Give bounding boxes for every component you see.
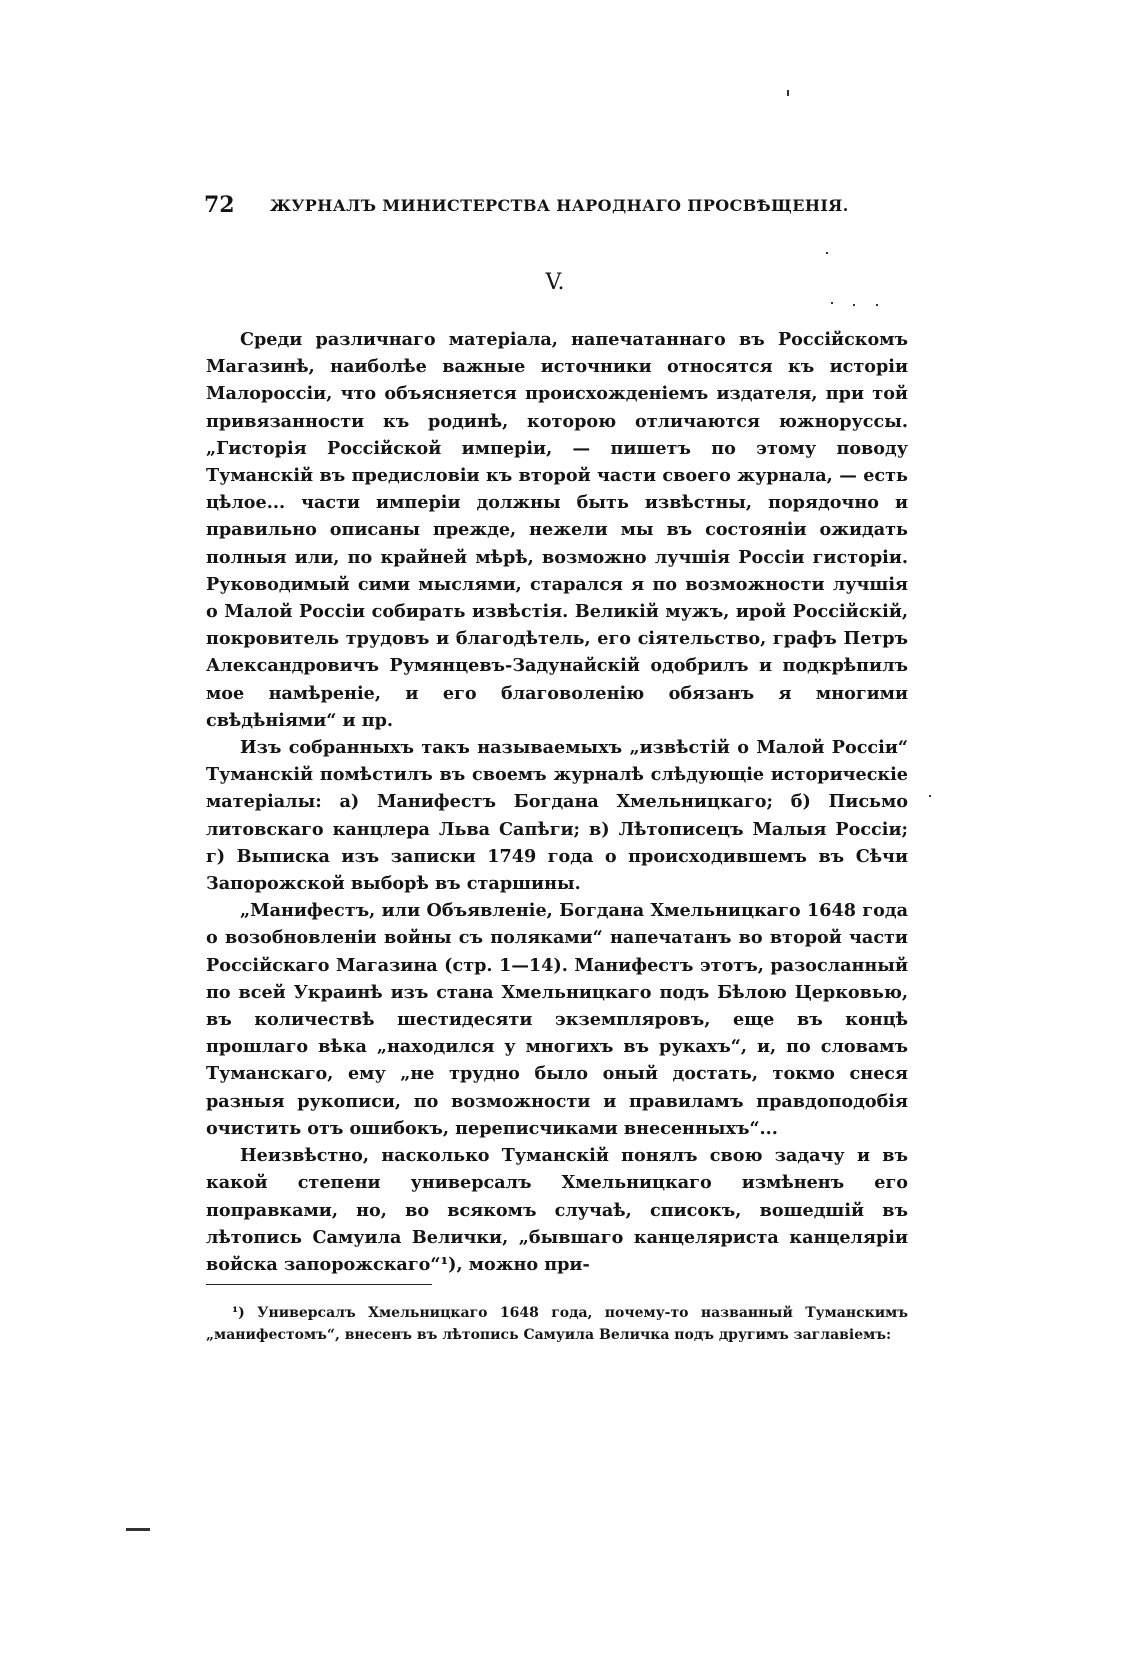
scan-speck xyxy=(826,252,828,254)
body-text xyxy=(206,326,908,1278)
running-head xyxy=(200,192,920,222)
scan-speck xyxy=(876,304,878,306)
scan-speck xyxy=(929,795,931,797)
scan-speck xyxy=(787,90,789,96)
scan-speck xyxy=(831,302,833,304)
paragraph: Неизвѣстно, насколько Туманскій понялъ свою задачу и въ какой степени универсалъ Хмельницкаго измѣненъ его поправками, но, во всякомъ случаѣ, списокъ, вошедшій въ лѣтопись Самуила Велички, „бывшаго канцеляриста канцеляріи войска запорожскаго“¹), можно при- xyxy=(206,1145,908,1275)
journal-title: ЖУРНАЛЪ МИНИСТЕРСТВА НАРОДНАГО ПРОСВѢЩЕНІЯ. xyxy=(270,196,849,215)
footnote-text: ¹) Универсалъ Хмельницкаго 1648 года, почему-то названный Туманскимъ „манифестомъ“, внесенъ въ лѣтопись Самуила Величка подъ другимъ заглавіемъ: xyxy=(206,1305,908,1343)
footnote xyxy=(206,1302,908,1346)
paragraph: Изъ собранныхъ такъ называемыхъ „извѣстій о Малой Россіи“ Туманскій помѣстилъ въ своемъ журналѣ слѣдующіе историческіе матеріалы: а) Манифестъ Богдана Хмельницкаго; б) Письмо литовскаго канцлера Льва Сапѣги; в) Лѣтописецъ Малыя Россіи; г) Выписка изъ записки 1749 года о происходившемъ въ Сѣчи Запорожской выборѣ въ старшины. xyxy=(206,737,908,895)
scan-speck xyxy=(853,304,855,306)
section-number: V. xyxy=(545,270,565,295)
page-number: 72 xyxy=(204,192,235,218)
footnote-divider xyxy=(206,1284,432,1285)
paragraph: „Манифестъ, или Объявленіе, Богдана Хмельницкаго 1648 года о возобновленіи войны съ поляками“ напечатанъ во второй части Россійскаго Магазина (стр. 1—14). Манифестъ этотъ, разосланный по всей Украинѣ изъ стана Хмельницкаго подъ Бѣлою Церковью, въ количествѣ шестидесяти экземпляровъ, еще въ концѣ прошлаго вѣка „находился у многихъ въ рукахъ“, и, по словамъ Туманскаго, ему „не трудно было оный достать, токмо снеся разныя рукописи, по возможности и правиламъ правдоподобія очистить отъ ошибокъ, переписчиками внесенныхъ“... xyxy=(206,900,908,1139)
scan-speck xyxy=(126,1528,150,1531)
paragraph: Среди различнаго матеріала, напечатаннаго въ Россійскомъ Магазинѣ, наиболѣе важные источники относятся къ исторіи Малороссіи, что объясняется происхожденіемъ издателя, при той привязанности къ родинѣ, которою отличаются южноруссы. „Гисторія Россійской имперіи, — пишетъ по этому поводу Туманскій въ предисловіи къ второй части своего журнала, — есть цѣлое... части имперіи должны быть извѣстны, порядочно и правильно описаны прежде, нежели мы въ состояніи ожидать полныя или, по крайней мѣрѣ, возможно лучшія Россіи гисторіи. Руководимый сими мыслями, старался я по возможности лучшія о Малой Россіи собирать извѣстія. Великій мужъ, ирой Россійскій, покровитель трудовъ и благодѣтель, его сіятельство, графъ Петръ Александровичъ Румянцевъ-Задунайскій одобрилъ и подкрѣпилъ мое намѣреніе, и его благоволенію обязанъ я многими свѣдѣніями“ и пр. xyxy=(206,329,908,731)
